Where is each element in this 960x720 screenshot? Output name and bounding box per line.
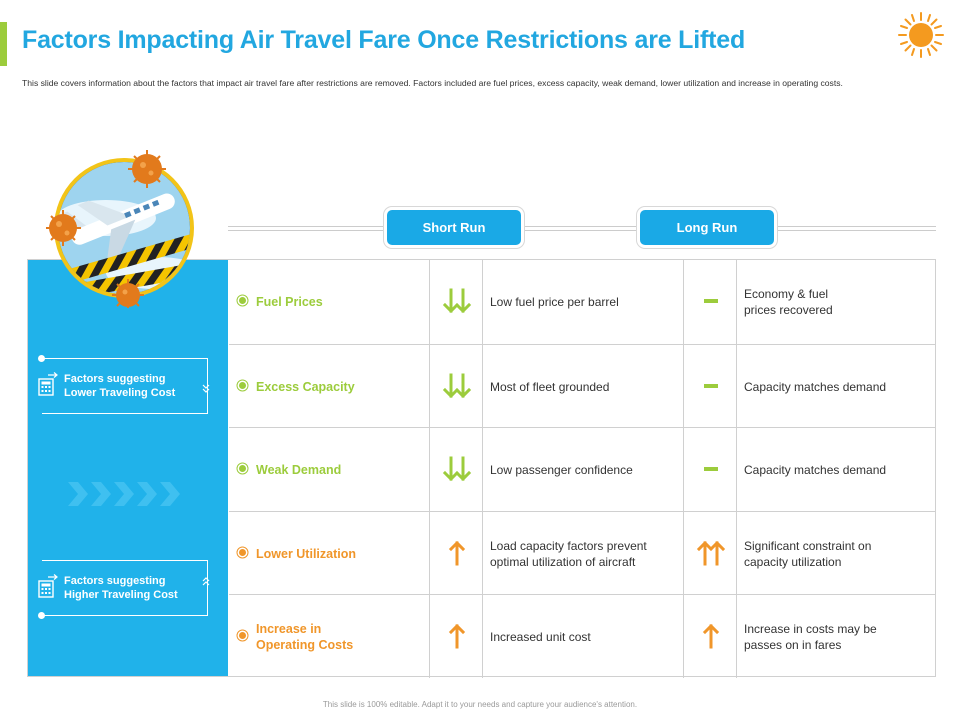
page-title: Factors Impacting Air Travel Fare Once Restrictions are Lifted [22,26,746,54]
up-arrow-icon [442,536,472,570]
lower-cost-connector-dot [38,355,45,362]
dash-icon [696,452,726,486]
short-run-description-cell [482,428,683,511]
long-run-description-cell [736,595,936,678]
short-run-description [490,379,609,395]
title-accent-bar [0,22,7,66]
long-run-trend-cell [683,428,736,511]
text-line: Lower Utilization [256,546,356,561]
long-run-description-cell [736,345,936,428]
dash-icon [696,284,726,318]
table-row [229,511,936,595]
long-run-description-cell [736,428,936,511]
header-connector-line [228,226,936,231]
text-line: Economy & fuel [744,287,829,301]
calculator-icon [38,574,60,598]
text-line: Fuel Prices [256,295,323,309]
short-run-description-cell [482,595,683,678]
short-run-description-cell [482,260,683,344]
long-run-description [744,462,886,478]
factor-label [256,462,341,478]
long-run-trend-cell [683,512,736,595]
short-run-trend-cell [429,512,482,595]
double-down-arrow-icon [442,369,472,403]
page-subtitle: This slide covers information about the factors that impact air travel fare after restrictions are removed. Factors included are fuel prices, excess capacity, weak demand, lower utilization and increase in operating costs. [22,78,843,88]
double-down-arrow-icon [442,452,472,486]
dash-icon [696,369,726,403]
short-run-trend-cell [429,345,482,428]
lower-cost-group [38,358,208,414]
text-line: Most of fleet grounded [490,379,610,394]
short-run-description [490,538,647,570]
double-down-arrow-icon [442,284,472,318]
bullet-dot-icon [236,462,249,475]
table-row [229,427,936,511]
double-up-arrow-icon [696,536,726,570]
sun-icon [898,12,944,58]
text-line: capacity utilization [744,554,842,569]
bullet-dot-icon [236,629,249,642]
short-run-description-cell [482,512,683,595]
factor-cell [229,512,429,595]
bullet-dot-icon [236,379,249,392]
long-run-description [744,538,871,570]
long-run-description-cell [736,512,936,595]
bullet-dot-icon [236,294,249,307]
factor-cell [229,260,429,344]
up-arrow-icon [442,619,472,653]
short-run-header: Short Run [387,210,521,245]
chevron-down-icon [201,378,211,396]
factor-cell [229,595,429,678]
long-run-description [744,379,886,395]
table-row [229,594,936,678]
long-run-description [744,286,833,318]
text-line: optimal utilization of aircraft [490,554,636,569]
chevrons-right-icon [68,480,188,508]
text-line: prices recovered [744,303,833,317]
text-line: Capacity matches demand [744,463,887,478]
factor-cell [229,428,429,511]
factor-cell [229,345,429,428]
factor-label [256,294,323,310]
airplane-virus-badge-icon [46,148,206,308]
up-arrow-icon [696,619,726,653]
factor-label [256,379,355,395]
text-line: Low fuel price per barrel [490,295,619,309]
table-row [229,344,936,428]
text-line: passes on in fares [744,638,842,653]
short-run-description [490,629,591,645]
long-run-description-cell [736,260,936,344]
short-run-trend-cell [429,428,482,511]
lower-cost-label: Factors suggesting Lower Traveling Cost [64,373,176,399]
higher-cost-connector-dot [38,612,45,619]
text-line: Capacity matches demand [744,379,887,394]
higher-cost-group [38,560,208,616]
chevron-up-icon [201,574,211,592]
long-run-trend-cell [683,345,736,428]
text-line: Operating Costs [256,638,354,653]
text-line: Increased unit cost [490,630,591,645]
short-run-trend-cell [429,595,482,678]
higher-cost-label: Factors suggesting Higher Traveling Cost [64,575,178,601]
text-line: Load capacity factors prevent [490,538,647,553]
text-line: Excess Capacity [256,379,355,394]
text-line: Increase in [256,622,322,637]
long-run-description [744,621,877,653]
long-run-trend-cell [683,260,736,344]
bullet-dot-icon [236,546,249,559]
factor-label [256,546,356,562]
footer-note: This slide is 100% editable. Adapt it to your needs and capture your audience's attention. [322,700,638,709]
table-row [229,260,936,344]
text-line: Low passenger confidence [490,463,633,478]
short-run-description [490,294,619,310]
calculator-icon [38,372,60,396]
short-run-description-cell [482,345,683,428]
text-line: Significant constraint on [744,538,872,553]
long-run-trend-cell [683,595,736,678]
factor-label [256,621,353,653]
text-line: Weak Demand [256,463,342,478]
long-run-header: Long Run [640,210,774,245]
short-run-trend-cell [429,260,482,344]
short-run-description [490,462,633,478]
text-line: Increase in costs may be [744,622,877,637]
